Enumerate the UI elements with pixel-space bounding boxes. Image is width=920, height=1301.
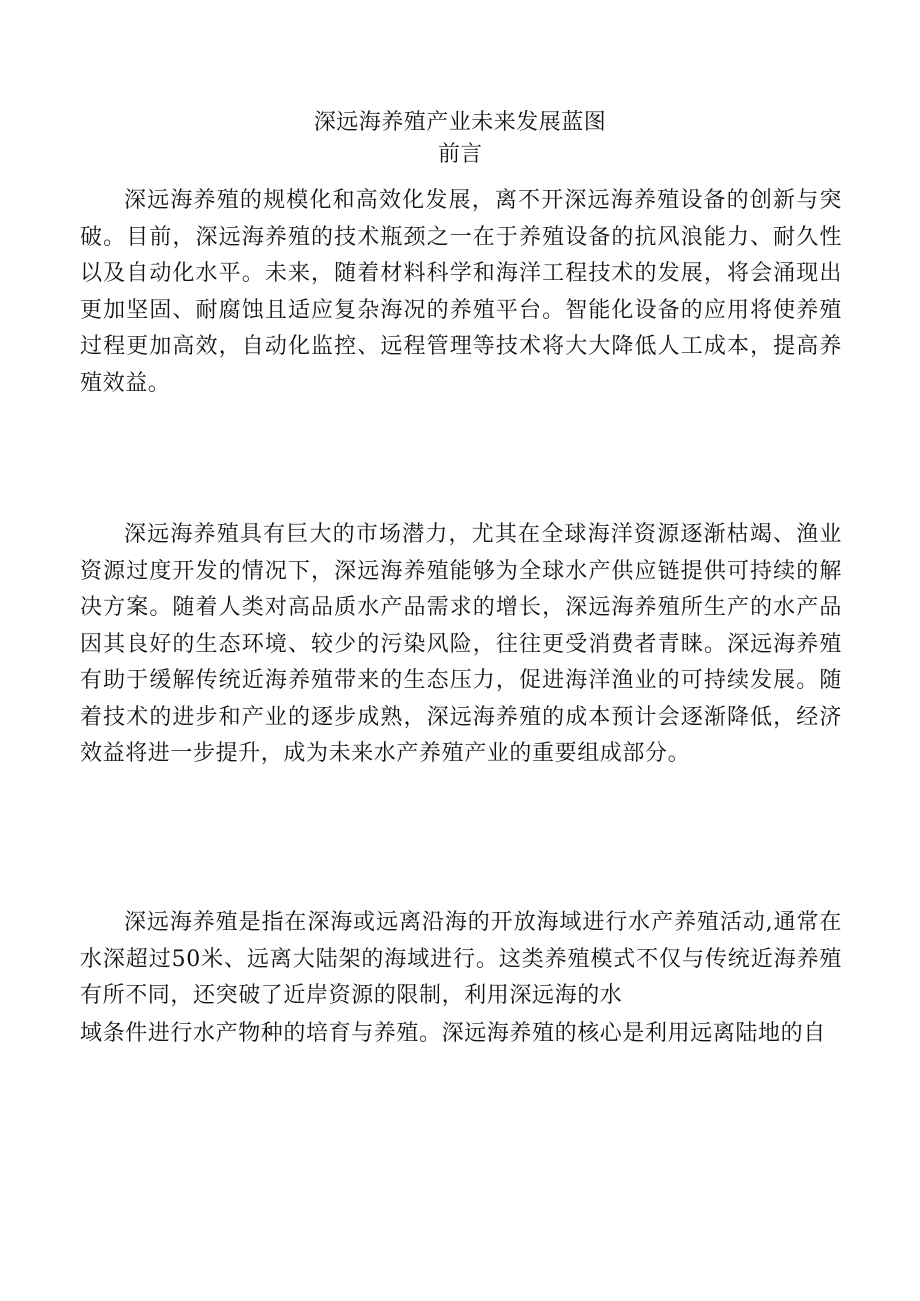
section-heading: 前言 — [437, 142, 482, 167]
paragraph-1: 深远海养殖的规模化和高效化发展，离不开深远海养殖设备的创新与突破。目前，深远海养殖的技术瓶颈之一在于养殖设备的抗风浪能力、耐久性以及自动化水平。未来，随着材料科学和海洋工程技术的发展，将会涌现出更加坚固、耐腐蚀且适应复杂海况的养殖平台。智能化设备的应用将使养殖过程更加高效，自动化监控、远程管理等技术将大大降低人工成本，提高养殖效益。 — [80, 188, 842, 396]
paragraph-4: 域条件进行水产物种的培育与养殖。深远海养殖的核心是利用远离陆地的自 — [80, 1021, 826, 1046]
paragraph-2: 深远海养殖具有巨大的市场潜力，尤其在全球海洋资源逐渐枯竭、渔业资源过度开发的情况下，深远海养殖能够为全球水产供应链提供可持续的解决方案。随着人类对高品质水产品需求的增长，深远海养殖所生产的水产品因其良好的生态环境、较少的污染风险，往往更受消费者青睐。深远海养殖有助于缓解传统近海养殖带来的生态压力，促进海洋渔业的可持续发展。随着技术的进步和产业的逐步成熟，深远海养殖的成本预计会逐渐降低，经济效益将进一步提升，成为未来水产养殖产业的重要组成部分。 — [80, 522, 842, 766]
paragraph-3: 深远海养殖是指在深海或远离沿海的开放海域进行水产养殖活动,通常在水深超过50米、远离大陆架的海域进行。这类养殖模式不仅与传统近海养殖有所不同，还突破了近岸资源的限制，利用深远海的水 — [80, 910, 842, 1008]
document-title: 深远海养殖产业未来发展蓝图 — [313, 110, 607, 135]
